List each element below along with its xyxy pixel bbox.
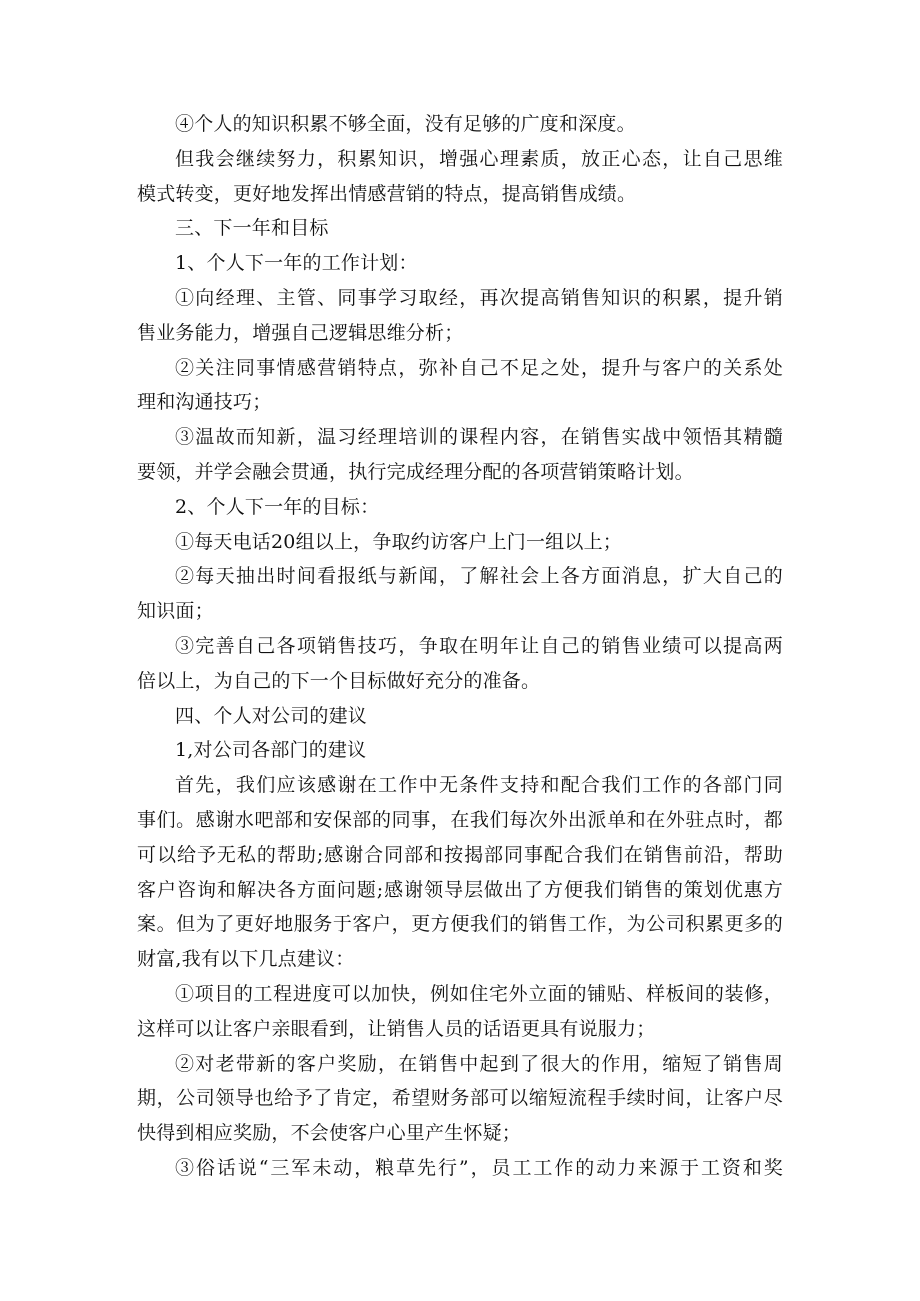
text-line: ①项目的工程进度可以加快，例如住宅外立面的铺贴、样板间的装修， [175,982,783,1005]
text-line: 模式转变，更好地发挥出情感营销的特点，提高销售成绩。 [137,182,637,205]
text-line: 案。但为了更好地服务于客户，更方便我们的销售工作，为公司积累更多的 [137,913,783,936]
text-line: ③俗话说“三军未动，粮草先行”，员工工作的动力来源于工资和奖 [175,1156,783,1179]
document-body [137,107,783,1186]
text-line: 三、下一年和目标 [175,217,329,240]
text-line: 财富,我有以下几点建议： [137,948,355,971]
text-line: 1,对公司各部门的建议 [175,739,367,762]
text-line: 知识面； [137,600,214,623]
text-line: 要领，并学会融会贯通，执行完成经理分配的各项营销策略计划。 [137,460,694,483]
text-line: ③完善自己各项销售技巧，争取在明年让自己的销售业绩可以提高两 [175,634,783,657]
text-line: ③温故而知新，温习经理培训的课程内容，在销售实战中领悟其精髓 [175,426,783,449]
text-line: ①向经理、主管、同事学习取经，再次提高销售知识的积累，提升销 [175,286,783,309]
text-line: 事们。感谢水吧部和安保部的同事，在我们每次外出派单和在外驻点时，都 [137,808,783,831]
text-line: 2、个人下一年的目标： [175,495,380,518]
text-line: 首先，我们应该感谢在工作中无条件支持和配合我们工作的各部门同 [175,774,783,797]
text-line: 这样可以让客户亲眼看到，让销售人员的话语更具有说服力； [137,1017,656,1040]
text-line: ②关注同事情感营销特点，弥补自己不足之处，提升与客户的关系处 [175,356,783,379]
text-line: 可以给予无私的帮助;感谢合同部和按揭部同事配合我们在销售前沿，帮助 [137,843,783,866]
text-line: ②对老带新的客户奖励，在销售中起到了很大的作用，缩短了销售周 [175,1052,783,1075]
text-line: 售业务能力，增强自己逻辑思维分析； [137,321,464,344]
text-line: 但我会继续努力，积累知识，增强心理素质，放正心态，让自己思维 [175,147,783,170]
text-line: 客户咨询和解决各方面问题;感谢领导层做出了方便我们销售的策划优惠方 [137,878,783,901]
text-line: 期，公司领导也给予了肯定，希望财务部可以缩短流程手续时间，让客户尽 [137,1087,783,1110]
text-line: 倍以上，为自己的下一个目标做好充分的准备。 [137,669,541,692]
text-line: ①每天电话20组以上，争取约访客户上门一组以上； [175,530,622,553]
text-line: 四、个人对公司的建议 [175,704,368,727]
text-line: ②每天抽出时间看报纸与新闻，了解社会上各方面消息，扩大自己的 [175,565,783,588]
text-line: 快得到相应奖励，不会使客户心里产生怀疑； [137,1122,522,1145]
text-line: ④个人的知识积累不够全面，没有足够的广度和深度。 [175,113,636,135]
text-line: 1、个人下一年的工作计划： [175,252,418,275]
text-line: 理和沟通技巧； [137,391,272,414]
